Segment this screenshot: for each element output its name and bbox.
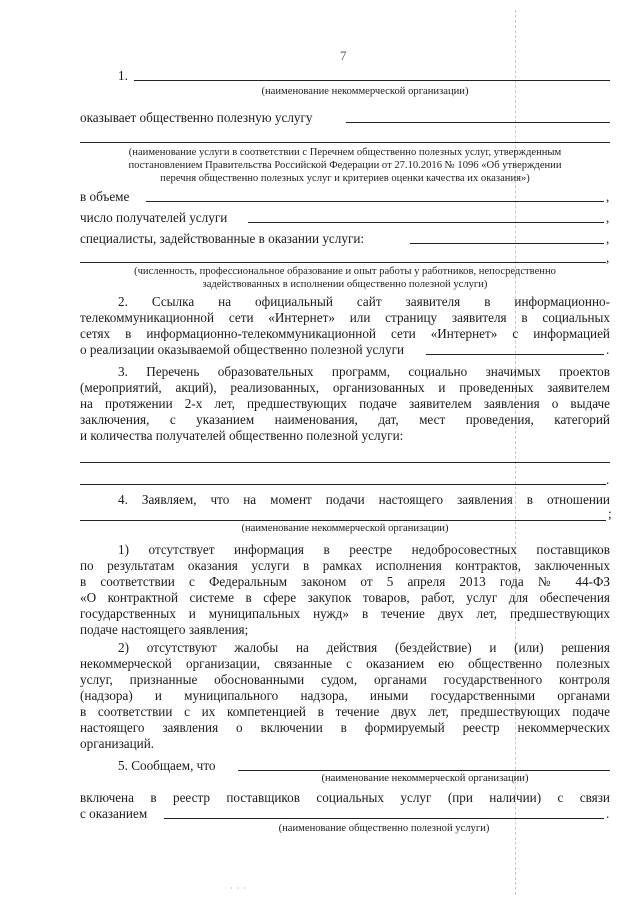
section-4-org-fill-line (80, 520, 606, 521)
section-1-number: 1. (118, 68, 128, 83)
section-3-line: на протяжении 2-х лет, предшествующих подаче заявителем заявления о выдаче (80, 396, 610, 411)
section-2-line: сетях в информационно-телекоммуникационной сети «Интернет» с информацией (80, 326, 610, 341)
section-4-p1-line: по результатам оказания услуги в рамках исполнения контрактов, заключенных (80, 558, 610, 573)
specialists-caption-line: (численность, профессиональное образование и опыт работы у работников, непосредственно (134, 266, 556, 277)
section-3-line: и количества получателей общественно полезной услуги: (80, 428, 404, 443)
section-5-org-caption: (наименование некоммерческой организации) (321, 773, 529, 784)
section-4-p2-line: в соответствии с их компетенцией в течение двух лет, предшествующих подаче (80, 704, 610, 719)
section-4-p2-line: услуг, признанные обоснованными судом, органами государственного контроля (80, 672, 610, 687)
specialists-fill-line (410, 243, 604, 244)
section-3-line: 3. Перечень образовательных программ, социально значимых проектов (118, 364, 610, 379)
section-4-p1-line: 1) отсутствует информация в реестре недобросовестных поставщиков (118, 542, 610, 557)
section-4-p2-line: организаций. (80, 736, 155, 751)
volume-label: в объеме (80, 189, 130, 204)
section-5-line: с оказанием (80, 806, 148, 821)
section-3-line: заключения, с указанием наименования, дат, мест проведения, категорий (80, 412, 610, 427)
section-4-lead: 4. Заявляем, что на момент подачи настоящего заявления в отношении (118, 492, 610, 507)
section-3-line: (мероприятий, акций), реализованных, организованных и проведенных заявителем (80, 380, 610, 395)
programs-fill-line-2 (80, 484, 606, 485)
org-name-fill-line (134, 80, 610, 81)
specialists-label: специалисты, задействованные в оказании услуги: (80, 231, 365, 246)
section-4-p2-line: (надзора) и муниципального надзора, иными государственными органами (80, 688, 610, 703)
service-caption-line: (наименование услуги в соответствии с Перечнем общественно полезных услуг, утвержденным (128, 147, 562, 158)
recipients-label: число получателей услуги (80, 210, 228, 225)
section-4-p2-line: 2) отсутствуют жалобы на действия (бездействие) и (или) решения (118, 640, 610, 655)
volume-fill-line (146, 201, 604, 202)
section-4-p2-line: настоящего заявления о включении в формируемый реестр некоммерческих (80, 720, 610, 735)
section-4-p1-line: в соответствии с Федеральным законом от 5 апреля 2013 года № 44-ФЗ (80, 574, 610, 589)
specialists-caption-line: задействованных в исполнении общественно полезной услуги) (202, 279, 488, 290)
service-fill-line (346, 122, 610, 123)
document-page: 7 1. (наименование некоммерческой организации) оказывает общественно полезную услугу (наименование услуги в соответствии с Перечнем общественно полезных услуг, утвержденным постановлением Правительства Российской Федерации от 27.10.2016 № 1096 «Об утверждении перечня общественно полезных услуг и критериев оценки качества их оказания») в объеме , число получателей услуги , специалисты, задействованные в оказании услуги: , , (численность, профессиональное образование и опыт работы у работников, непосредственно задействованных в исполнении общественно полезной услуги) 2. Ссылка на официальный сайт заявителя в информационно- телекоммуникационной сети «Интернет» или страницу заявителя в социальных сетях в информационно-телекоммуникационной сети «Интернет» с информацией о реализации оказываемой общественно полезной услуги . 3. Перечень образовательных программ, социально значимых проектов (мероприятий, акций), реализованных, организованных и проведенных заявителем на протяжении 2-х лет, предшествующих подаче заявителем заявления о выдаче заключения, с указанием наименования, дат, мест проведения, категорий и количества получателей общественно полезной услуги: . 4. Заявляем, что на момент подачи настоящего заявления в отношении ; (наименование некоммерческой организации) 1) отсутствует информация в реестре недобросовестных поставщиков по результатам оказания услуги в рамках исполнения контрактов, заключенных в соответствии с Федеральным законом от 5 апреля 2013 года № 44-ФЗ «О контрактной системе в сфере закупок товаров, работ, услуг для обеспечения государственных и муниципальных нужд» в течение двух лет, предшествующих подаче настоящего заявления; 2) отсутствуют жалобы на действия (бездействие) и (или) решения некоммерческой организации, связанные с оказанием ею общественно полезных услуг, признанные обоснованными судом, органами государственного контроля (надзора) и муниципального надзора, иными государственными органами в соответствии с их компетенцией в течение двух лет, предшествующих подаче настоящего заявления о включении в формируемый реестр некоммерческих организаций. 5. Сообщаем, что (наименование некоммерческой организации) включена в реестр поставщиков социальных услуг (при наличии) с связи с оказанием . (наименование общественно полезной услуги) · · · (0, 0, 640, 905)
section-5-org-fill-line (238, 770, 610, 771)
section-5-service-caption: (наименование общественно полезной услуги) (278, 823, 490, 834)
programs-fill-line (80, 462, 610, 463)
section-5-line: включена в реестр поставщиков социальных услуг (при наличии) с связи (80, 790, 610, 805)
specialists-fill-line-2 (80, 262, 606, 263)
section-4-p1-line: государственных и муниципальных нужд» в течение двух лет, предшествующих (80, 606, 610, 621)
section-4-org-caption: (наименование некоммерческой организации) (241, 523, 449, 534)
section-2-line: о реализации оказываемой общественно полезной услуги (80, 342, 405, 357)
section-5-service-fill-line (164, 818, 604, 819)
section-4-p1-line: «О контрактной системе в сфере закупок товаров, работ, услуг для обеспечения (80, 590, 610, 605)
website-fill-line (426, 354, 604, 355)
recipients-fill-line (248, 222, 604, 223)
page-number: 7 (340, 48, 347, 63)
service-caption-line: постановлением Правительства Российской Федерации от 27.10.2016 № 1096 «Об утверждении (128, 160, 562, 171)
service-fill-line-2 (80, 142, 610, 143)
section-4-p1-line: подаче настоящего заявления; (80, 622, 249, 637)
service-caption-line: перечня общественно полезных услуг и критериев оценки качества их оказания») (160, 173, 530, 184)
section-4-p2-line: некоммерческой организации, связанные с оказанием ею общественно полезных (80, 656, 610, 671)
section-5-lead: 5. Сообщаем, что (118, 758, 216, 773)
org-name-caption: (наименование некоммерческой организации) (261, 86, 469, 97)
service-lead: оказывает общественно полезную услугу (80, 110, 313, 125)
section-2-line: 2. Ссылка на официальный сайт заявителя в информационно- (118, 294, 610, 309)
section-2-line: телекоммуникационной сети «Интернет» или страницу заявителя в социальных (80, 310, 610, 325)
